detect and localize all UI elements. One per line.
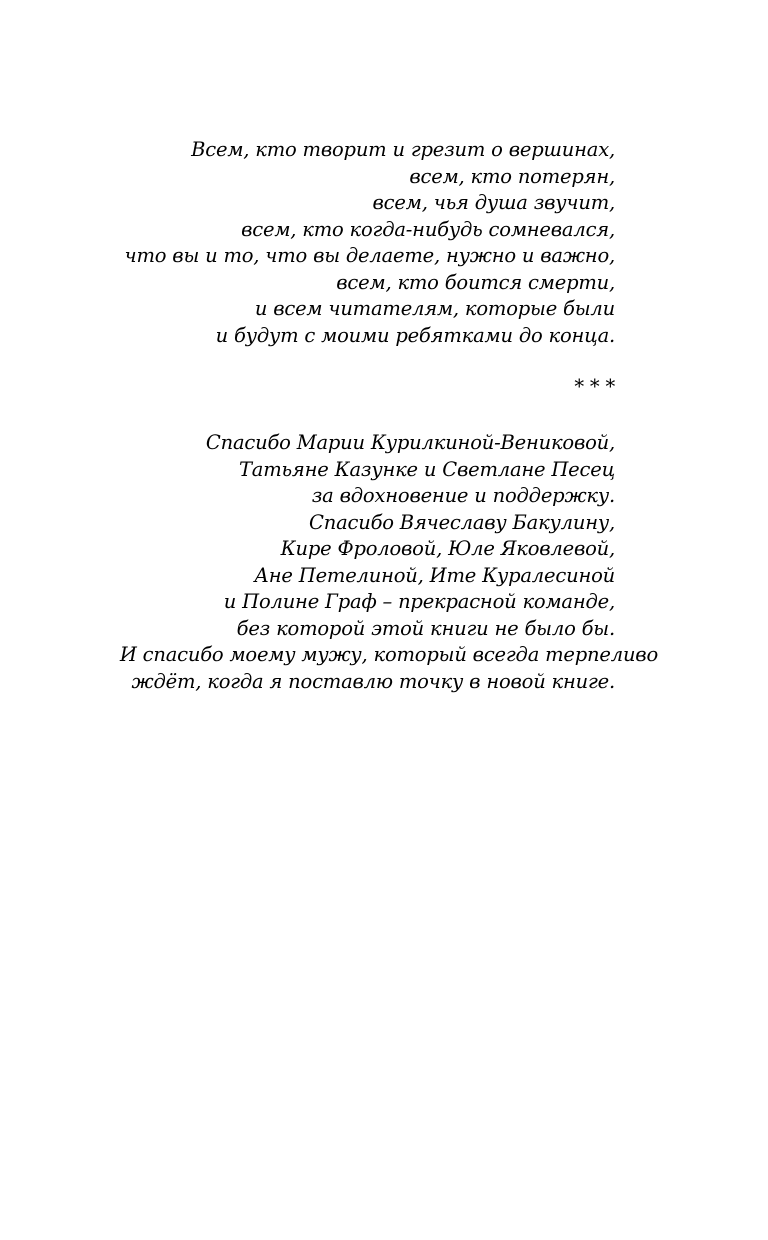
- acknowledgement-line: ждёт, когда я поставлю точку в новой книге.: [131, 669, 615, 693]
- dedication-line: всем, кто потерян,: [409, 164, 615, 188]
- acknowledgement-line: Спасибо Марии Курилкиной-Вениковой,: [205, 431, 615, 454]
- dedication-line: и будут с моими ребятками до конца.: [215, 323, 615, 347]
- dedication-line: Всем, кто творит и грезит о вершинах,: [191, 138, 615, 161]
- dedication-line: всем, чья душа звучит,: [372, 191, 615, 214]
- dedication-line: всем, кто когда-нибудь сомневался,: [241, 217, 615, 241]
- acknowledgement-line: Ане Петелиной, Ите Куралесиной: [254, 563, 615, 587]
- acknowledgement-line: Кире Фроловой, Юле Яковлевой,: [280, 537, 615, 560]
- acknowledgement-line: за вдохновение и поддержку.: [311, 484, 615, 507]
- acknowledgement-line: Татьяне Казунке и Светлане Песец: [238, 457, 615, 481]
- acknowledgement-line: И спасибо моему мужу, который всегда терпеливо: [119, 643, 658, 666]
- acknowledgements-block: [58, 430, 658, 695]
- acknowledgement-line: Спасибо Вячеславу Бакулину,: [308, 510, 615, 534]
- acknowledgement-line: без которой этой книги не было бы.: [236, 616, 615, 640]
- section-separator: * * *: [574, 375, 615, 398]
- dedication-line: всем, кто боится смерти,: [336, 270, 615, 294]
- dedication-line: что вы и то, что вы делаете, нужно и важно,: [124, 244, 615, 267]
- dedication-block: [55, 137, 615, 349]
- acknowledgement-line: и Полине Граф – прекрасной команде,: [223, 590, 615, 613]
- dedication-line: и всем читателям, которые были: [254, 297, 615, 320]
